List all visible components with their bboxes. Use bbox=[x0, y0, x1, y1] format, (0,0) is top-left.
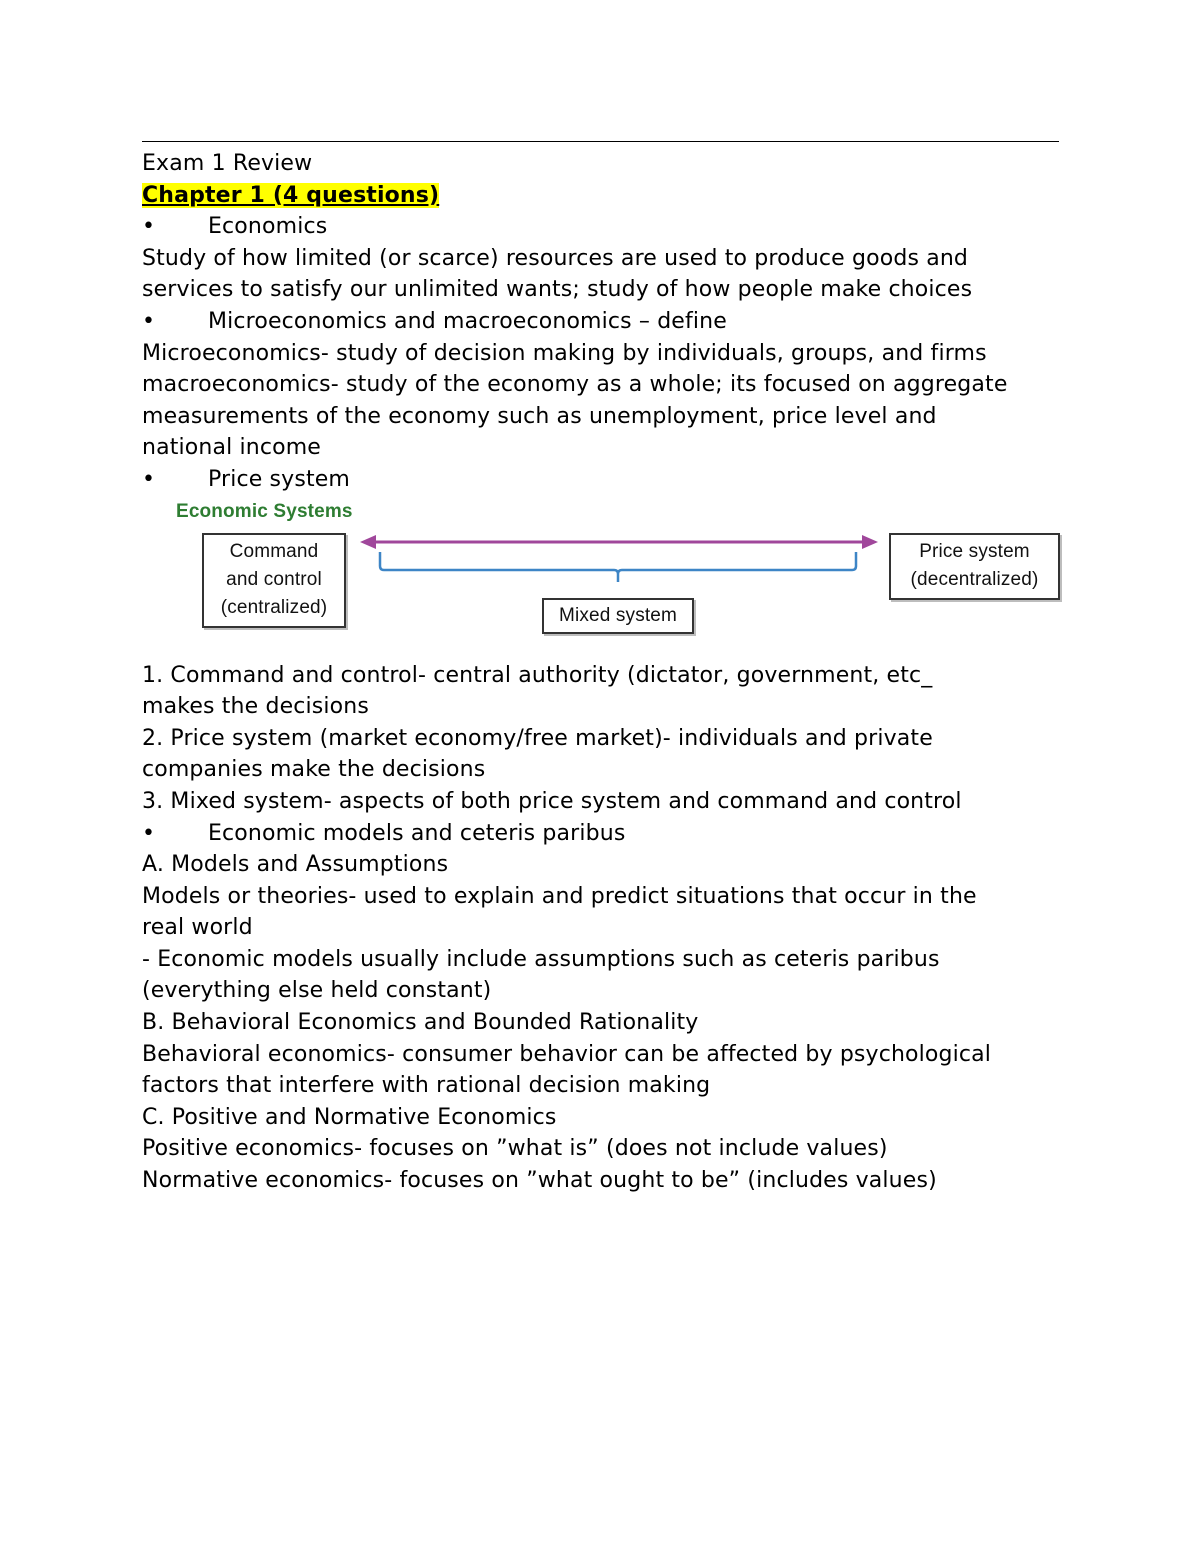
box-line: Mixed system bbox=[559, 604, 677, 626]
paragraph-line: Microeconomics- study of decision making by individuals, groups, and firms bbox=[142, 340, 987, 366]
bullet-icon: • bbox=[142, 466, 156, 492]
box-line: and control bbox=[226, 569, 322, 591]
paragraph-line: factors that interfere with rational decision making bbox=[142, 1073, 711, 1099]
subheading: C. Positive and Normative Economics bbox=[142, 1104, 557, 1130]
paragraph-line: real world bbox=[142, 915, 253, 941]
mixed-system-box bbox=[542, 598, 694, 634]
diagram-title: Economic Systems bbox=[176, 500, 353, 522]
paragraph-line: Models or theories- used to explain and predict situations that occur in the bbox=[142, 883, 977, 909]
box-line: (centralized) bbox=[220, 597, 328, 619]
subheading: B. Behavioral Economics and Bounded Rationality bbox=[142, 1010, 699, 1036]
list-item: 3. Mixed system- aspects of both price system and command and control bbox=[142, 788, 962, 814]
paragraph-line: national income bbox=[142, 435, 321, 461]
bullet-economics bbox=[142, 211, 1072, 243]
command-control-box bbox=[202, 533, 346, 628]
price-system-box bbox=[889, 533, 1060, 600]
subheading: A. Models and Assumptions bbox=[142, 852, 449, 878]
paragraph-line: Positive economics- focuses on ”what is” (does not include values) bbox=[142, 1136, 888, 1162]
paragraph-line: services to satisfy our unlimited wants; study of how people make choices bbox=[142, 277, 973, 303]
chapter-heading-text: Chapter 1 (4 questions) bbox=[142, 182, 440, 208]
bullet-micro-macro bbox=[142, 306, 1072, 338]
bullet-economic-models bbox=[142, 818, 1072, 850]
paragraph-line: - Economic models usually include assumptions such as ceteris paribus bbox=[142, 946, 940, 972]
bullet-label: Price system bbox=[208, 466, 350, 492]
list-item: makes the decisions bbox=[142, 694, 369, 720]
paragraph-line: Study of how limited (or scarce) resources are used to produce goods and bbox=[142, 245, 969, 271]
document-body bbox=[142, 148, 1072, 1197]
bullet-label: Economic models and ceteris paribus bbox=[208, 820, 626, 846]
top-divider bbox=[142, 141, 1059, 142]
bullet-icon: • bbox=[142, 820, 156, 846]
box-line: (decentralized) bbox=[910, 569, 1039, 591]
bullet-price-system bbox=[142, 464, 1072, 496]
box-line: Command bbox=[229, 541, 319, 563]
box-line: Price system bbox=[919, 541, 1030, 563]
mixed-bracket bbox=[380, 552, 856, 582]
bullet-label: Economics bbox=[208, 214, 328, 240]
list-item: 2. Price system (market economy/free market)- individuals and private bbox=[142, 725, 933, 751]
bullet-label: Microeconomics and macroeconomics – define bbox=[208, 308, 727, 334]
paragraph-line: Normative economics- focuses on ”what ought to be” (includes values) bbox=[142, 1168, 937, 1194]
chapter-heading bbox=[142, 180, 1072, 212]
list-item: companies make the decisions bbox=[142, 757, 486, 783]
paragraph-line: (everything else held constant) bbox=[142, 978, 492, 1004]
arrow-head-left-icon bbox=[360, 535, 376, 549]
list-item: 1. Command and control- central authority (dictator, government, etc_ bbox=[142, 662, 933, 688]
economic-systems-diagram bbox=[142, 496, 1072, 660]
bullet-icon: • bbox=[142, 214, 156, 240]
arrow-head-right-icon bbox=[862, 535, 878, 549]
paragraph-line: measurements of the economy such as unemployment, price level and bbox=[142, 403, 937, 429]
bullet-icon: • bbox=[142, 308, 156, 334]
paragraph-line: Behavioral economics- consumer behavior can be affected by psychological bbox=[142, 1041, 992, 1067]
paragraph-line: macroeconomics- study of the economy as a whole; its focused on aggregate bbox=[142, 372, 1008, 398]
page-title: Exam 1 Review bbox=[142, 151, 313, 176]
